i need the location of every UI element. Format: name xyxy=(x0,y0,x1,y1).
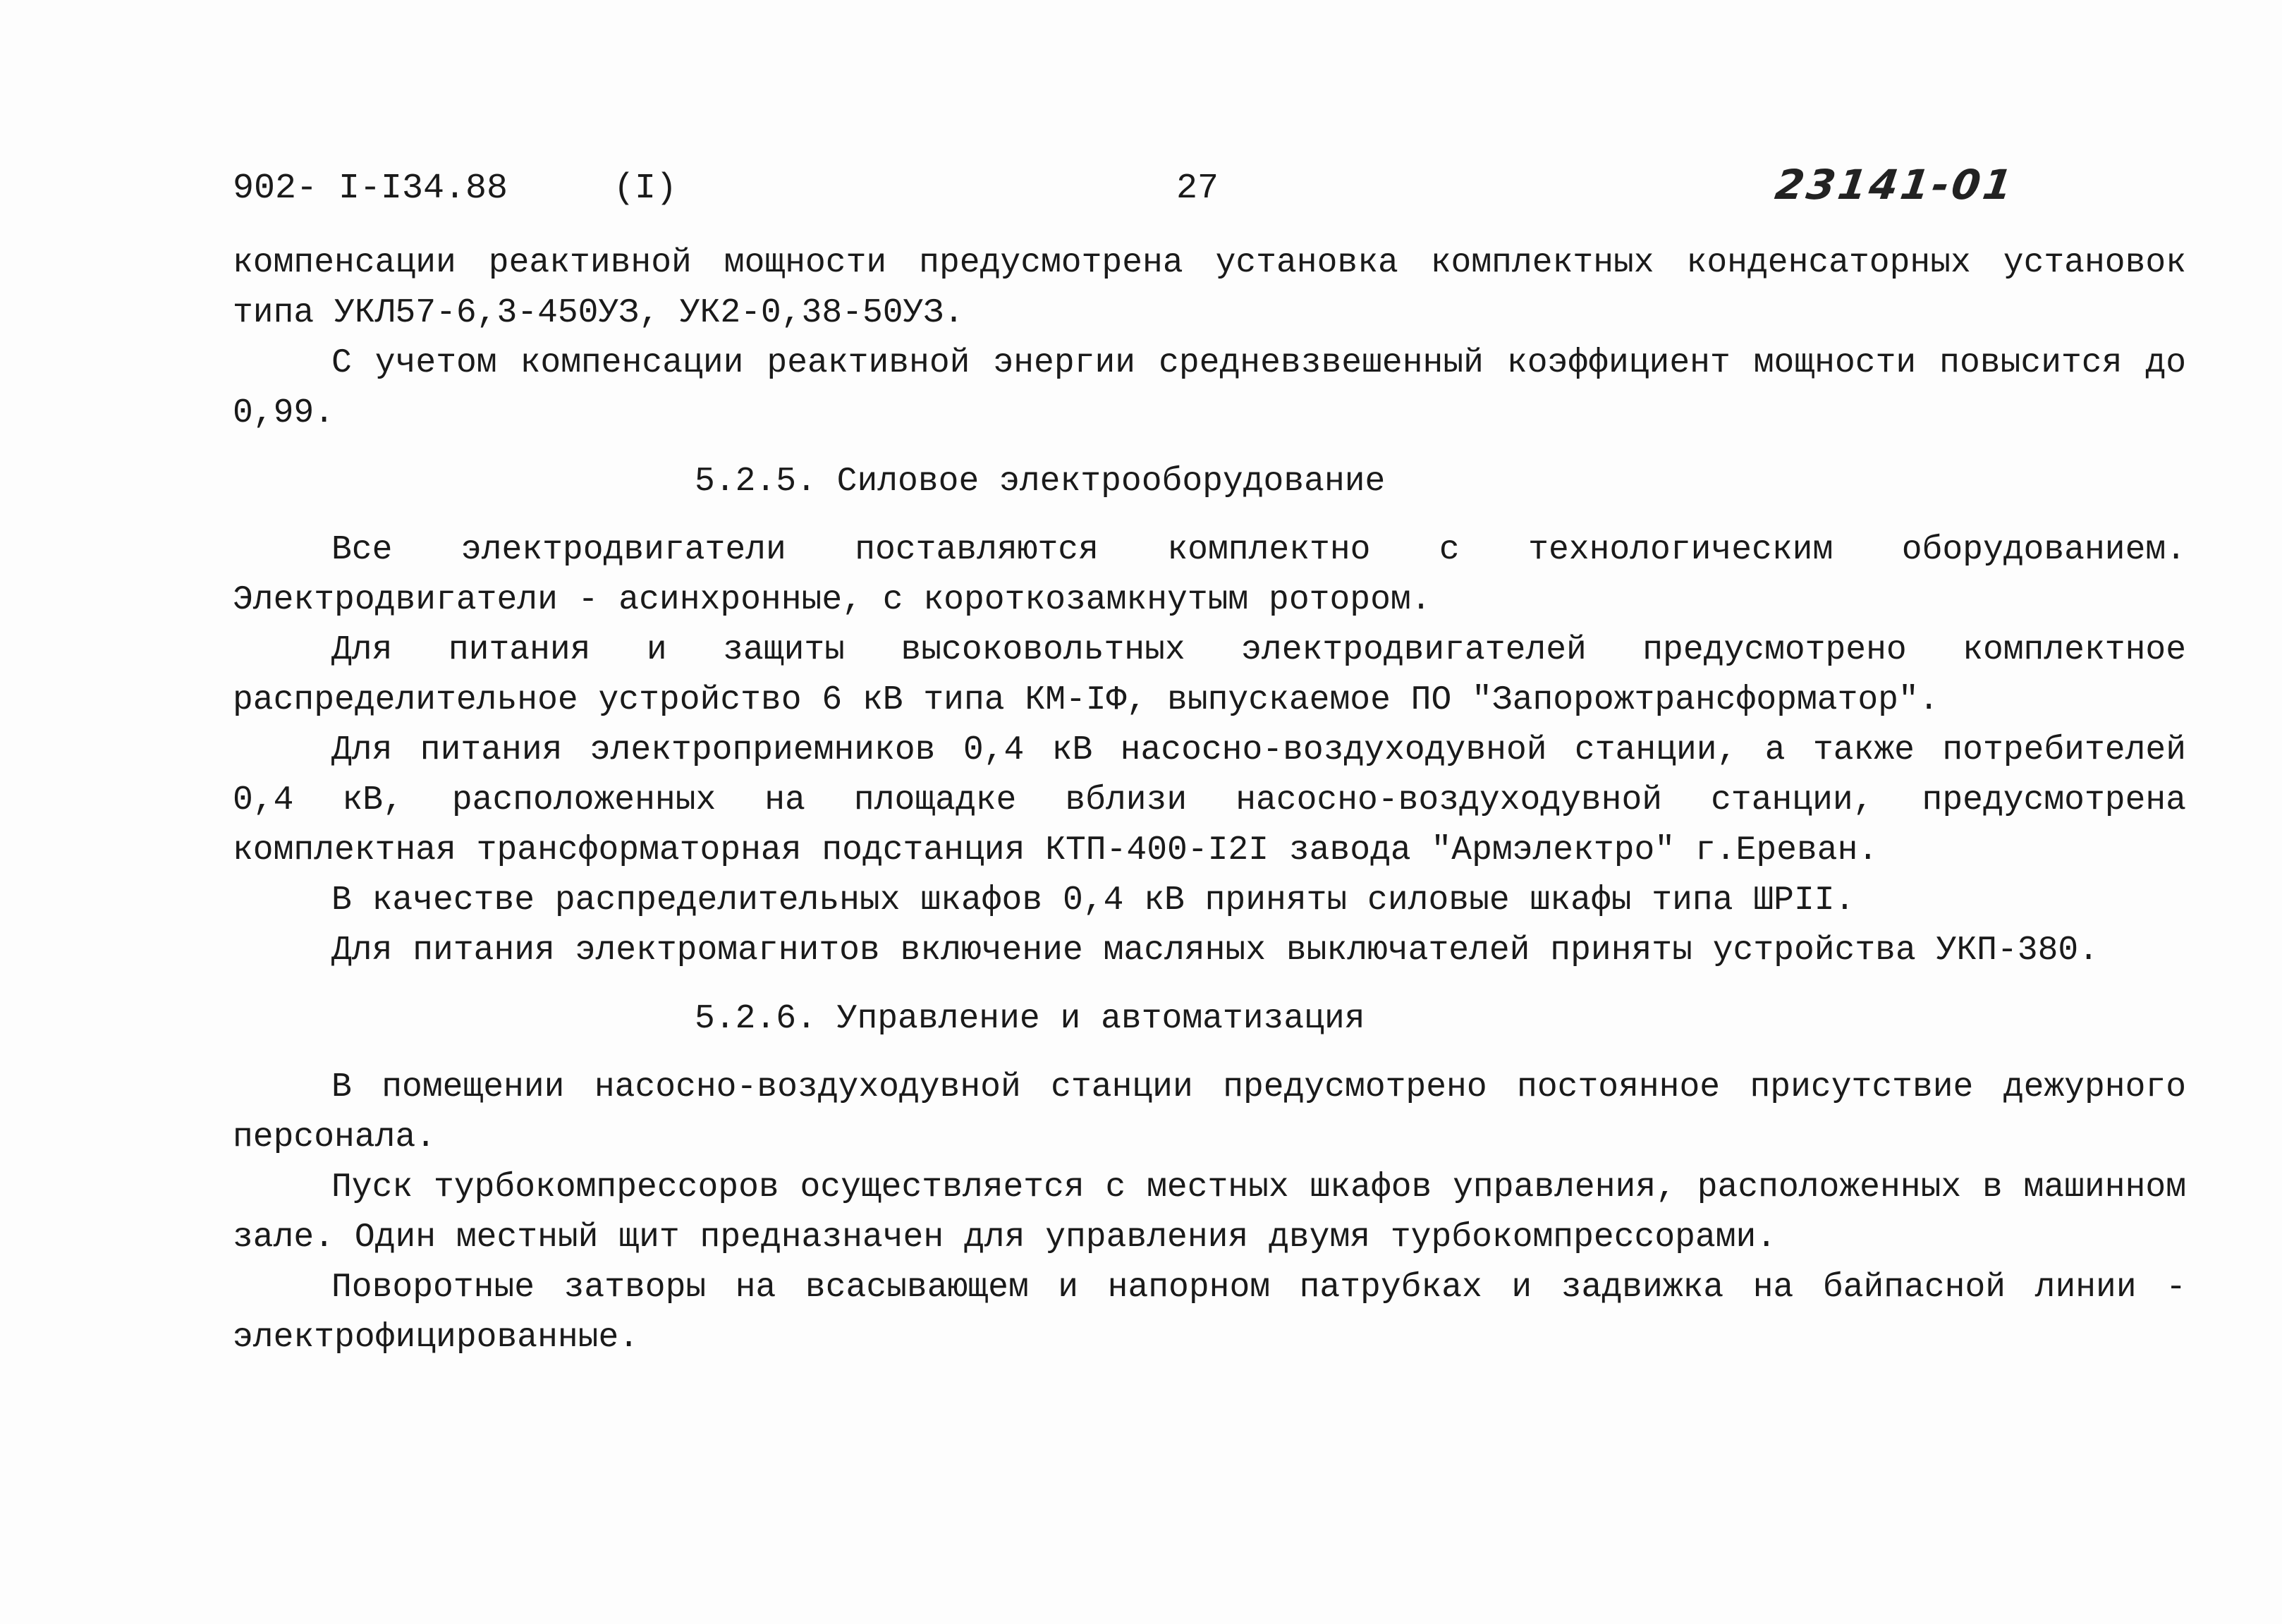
document-code: 902- I-I34.88 xyxy=(233,169,508,209)
document-body xyxy=(233,238,2186,1363)
paragraph-compensation: компенсации реактивной мощности предусмотрена установка комплектных конденсаторных установок типа УКЛ57-6,3-450УЗ, УК2-0,38-50УЗ. xyxy=(233,244,2186,332)
paragraph-switchgear: Для питания и защиты высоковольтных электродвигателей предусмотрено комплектное распределительное устройство 6 кВ типа КМ-IФ, выпускаемое ПО "Запорожтрансформатор". xyxy=(233,631,2186,719)
paragraph-substation: Для питания электроприемников 0,4 кВ насосно-воздуходувной станции, а также потребителей 0,4 кВ, расположенных на площадке вблизи насосно-воздуходувной станции, предусмотрена комплектная трансформаторная подстанция КТП-400-I2I завода "Армэлектро" г.Ереван. xyxy=(233,731,2186,869)
paragraph-power-factor: С учетом компенсации реактивной энергии средневзвешенный коэффициент мощности повысится до 0,99. xyxy=(233,344,2186,432)
paragraph-turbocompressors: Пуск турбокомпрессоров осуществляется с местных шкафов управления, расположенных в машинном зале. Один местный щит предназначен для управления двумя турбокомпрессорами. xyxy=(233,1168,2186,1257)
page-number: 27 xyxy=(1176,169,1219,209)
sheet-label: (I) xyxy=(614,169,678,209)
paragraph-motors: Все электродвигатели поставляются комплектно с технологическим оборудованием. Электродвигатели - асинхронные, с короткозамкнутым ротором. xyxy=(233,531,2186,619)
paragraph-electromagnets: Для питания электромагнитов включение масляных выключателей приняты устройства УКП-380. xyxy=(331,932,2099,970)
paragraph-valves: Поворотные затворы на всасывающем и напорном патрубках и задвижка на байпасной линии - электрофицированные. xyxy=(233,1269,2186,1357)
inventory-number: 23141-01 xyxy=(1772,161,2018,209)
paragraph-personnel: В помещении насосно-воздуходувной станции предусмотрено постоянное присутствие дежурного персонала. xyxy=(233,1068,2186,1156)
paragraph-distribution-cabinets: В качестве распределительных шкафов 0,4 кВ приняты силовые шкафы типа ШРII. xyxy=(331,881,1855,920)
section-heading-control-automation: 5.2.6. Управление и автоматизация xyxy=(695,1000,1365,1038)
section-heading-power-equipment: 5.2.5. Силовое электрооборудование xyxy=(695,463,1386,501)
